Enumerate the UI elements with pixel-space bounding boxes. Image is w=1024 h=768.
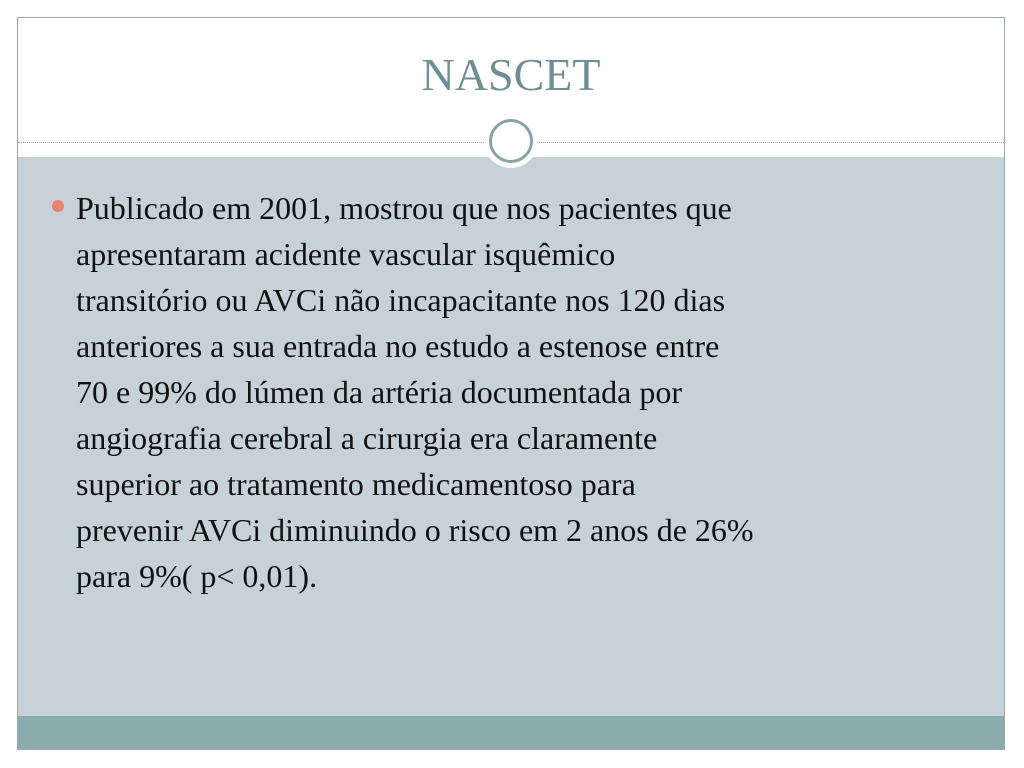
slide-title: NASCET xyxy=(421,49,601,100)
bullet-dot-icon xyxy=(52,200,64,212)
footer-bar xyxy=(18,716,1004,749)
slide xyxy=(17,17,1005,750)
bullet-text: Publicado em 2001, mostrou que nos pacientes que apresentaram acidente vascular isquêmico transitório ou AVCi não incapacitante nos 120 dias anteriores a sua entrada no estudo a estenose entre 70 e 99% do lúmen da artéria documentada por angiografia cerebral a cirurgia era claramente superior ao tratamento medicamentoso para prevenir AVCi diminuindo o risco em 2 anos de 26% para 9%( p< 0,01). xyxy=(76,190,754,594)
circle-ring-icon xyxy=(489,119,533,163)
